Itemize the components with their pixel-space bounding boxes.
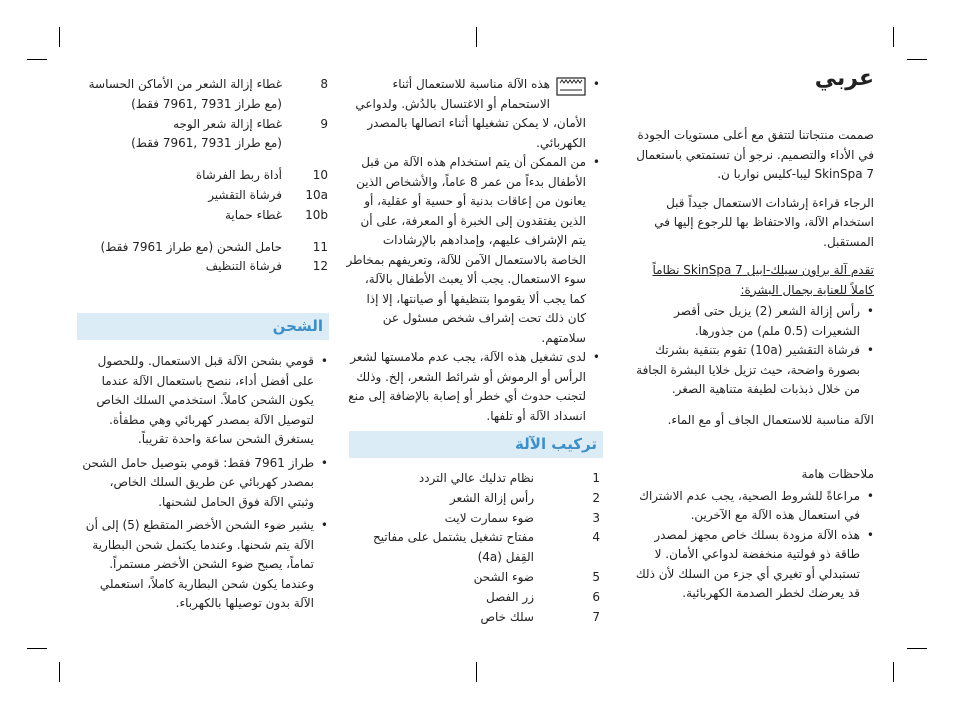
crop-mark <box>893 27 894 47</box>
shower-note: هذه الآلة مناسبة للاستعمال أثناء الاستحمام أو الاغتسال بالدُش. ولدواعي الأمان، لا يمكن تشغيلها أثناء اتصالها بالمصدر الكهربائي. <box>355 77 586 150</box>
column-charging <box>82 352 328 614</box>
read-instructions-paragraph: الرجاء قراءة إرشادات الاستعمال جيداً قبل استخدام الآلة، والاحتفاظ بها للرجوع إليها في المستقبل. <box>654 195 874 249</box>
crop-mark <box>893 662 894 682</box>
list-item: 9 غطاء إزالة شعر الوجه <box>173 116 328 131</box>
column-intro <box>628 126 874 604</box>
notes-heading: ملاحظات هامة <box>801 467 874 481</box>
crop-mark <box>27 648 47 649</box>
list-item: 2 رأس إزالة الشعر <box>449 490 600 505</box>
list-item: (مع طراز 7931 ,7961 فقط) <box>131 96 282 111</box>
list-item: • من الممكن أن يتم استخدام هذه الآلة من قبل الأطفال بدءاً من عمر 8 عاماً، والأشخاص الذين يعانون من إعاقات بدنية أو حسية أو عقلية، أو الذين يفتقدون إلى الخبرة أو المعرفة، على أن يتم الإشراف عليهم، وإمدادهم بالإرشادات الخاصة بالاستعمال الآمن للآلة، وتعريفهم بمخاطر سوء الاستعمال. يجب ألا يعبث الأطفال بالآلة، كما يجب ألا يقوموا بتنظيفها أو صيانتها، إلا إذا كان ذلك تحت إشراف شخص مسئول عن سلامتهم. <box>346 153 600 348</box>
crop-mark <box>59 27 60 47</box>
crop-mark <box>907 648 927 649</box>
parts-list-1 <box>346 469 600 627</box>
list-item: 5 ضوء الشحن <box>473 569 600 584</box>
list-item: 1 نظام تدليك عالي التردد <box>418 471 600 485</box>
list-item: 12 فرشاة التنظيف <box>205 259 328 274</box>
shower-icon <box>556 75 586 97</box>
crop-mark <box>59 662 60 682</box>
list-item <box>346 75 600 153</box>
notes-list <box>628 487 874 604</box>
list-item: 6 زر الفصل <box>486 589 600 604</box>
list-item: 10b غطاء حماية <box>224 207 328 222</box>
dry-wet-note: الآلة مناسبة للاستعمال الجاف أو مع الماء. <box>667 412 874 427</box>
feature-list <box>628 302 874 400</box>
crop-mark <box>27 59 47 60</box>
crop-mark <box>907 59 927 60</box>
list-item: 3 ضوء سمارت لايت <box>444 510 600 525</box>
list-item: 7 سلك خاص <box>480 609 600 624</box>
list-item: • فرشاة التقشير (10a) تقوم بتنقية بشرتك بصورة واضحة، حيث تزيل خلايا البشرة الجافة من خلال ذبذبات لطيفة متناهية الصغر. <box>628 341 874 400</box>
list-item: • قومي بشحن الآلة قبل الاستعمال. وللحصول على أفضل أداء، ننصح باستعمال الآلة عندما يكون الشحن كاملاً. استخدمي السلك الخاص لتوصيل الآلة بمصدر كهربائي وهي مطفأة. يستغرق الشحن ساعة واحدة تقريباً. <box>82 352 328 450</box>
column-safety <box>346 75 600 426</box>
language-title: عربي <box>814 66 874 91</box>
list-item: 10a فرشاة التقشير <box>208 187 328 202</box>
list-item: 11 حامل الشحن (مع طراز 7961 فقط) <box>100 239 328 254</box>
list-item: (مع طراز 7931 ,7961 فقط) <box>131 136 282 151</box>
list-item: 10 أداة ربط الفرشاة <box>195 168 328 183</box>
list-item: • لدى تشغيل هذه الآلة، يجب عدم ملامستها لشعر الرأس أو الرموش أو شرائط الشعر، إلخ. وذلك لتجنب حدوث أي خطر أو إصابة بالإضافة إلى منع انسداد الآلة أو تلفها. <box>346 348 600 426</box>
safety-list <box>346 75 600 426</box>
list-item: 4 مفتاح تشغيل يشتمل على مفاتيح القِفل (4a) <box>372 530 600 565</box>
list-item: • رأس إزالة الشعر (2) يزيل حتى أقصر الشعيرات (0.5 ملم) من جذورها. <box>628 302 874 341</box>
crop-mark <box>476 662 477 682</box>
list-item: • مراعاةً للشروط الصحية، يجب عدم الاشتراك في استعمال هذه الآلة مع الآخرين. <box>628 487 874 526</box>
section-title-charging: الشحن <box>77 313 329 340</box>
list-item: 8 غطاء إزالة الشعر من الأماكن الحساسة <box>88 77 328 91</box>
parts-list-2 <box>82 75 328 277</box>
charging-list <box>82 352 328 614</box>
list-item: • هذه الآلة مزودة بسلك خاص مجهز لمصدر طاقة ذو فولتية منخفضة لدواعي الأمان. لا تستبدلي أو تغيري أي جزء من السلك لأن ذلك قد يعرضك لخطر الصدمة الكهربائية. <box>628 526 874 604</box>
system-description: تقدم آلة براون سيلك-ابيل SkinSpa 7 نظاماً كاملاً للعناية بجمال البشرة: <box>652 263 874 297</box>
list-item: • طراز 7961 فقط: قومي بتوصيل حامل الشحن بمصدر كهربائي عن طريق السلك الخاص، وثبتي الآلة فوق الحامل لشحنها. <box>82 454 328 513</box>
list-item: • يشير ضوء الشحن الأخضر المتقطع (5) إلى أن الآلة يتم شحنها. وعندما يكتمل شحن البطارية تماماً، يصبح ضوء الشحن الأخضر مستمراً. وعندما يكون شحن البطارية كاملاً، استعملي الآلة بدون توصيلها بالكهرباء. <box>82 516 328 614</box>
crop-mark <box>476 27 477 47</box>
intro-paragraph: صممت منتجاتنا لتتفق مع أعلى مستويات الجودة في الأداء والتصميم. نرجو أن تستمتعي باستعمال SkinSpa 7 ليبا-كليس نواربا ن. <box>636 128 874 181</box>
section-title-description: تركيب الآلة <box>349 431 603 458</box>
